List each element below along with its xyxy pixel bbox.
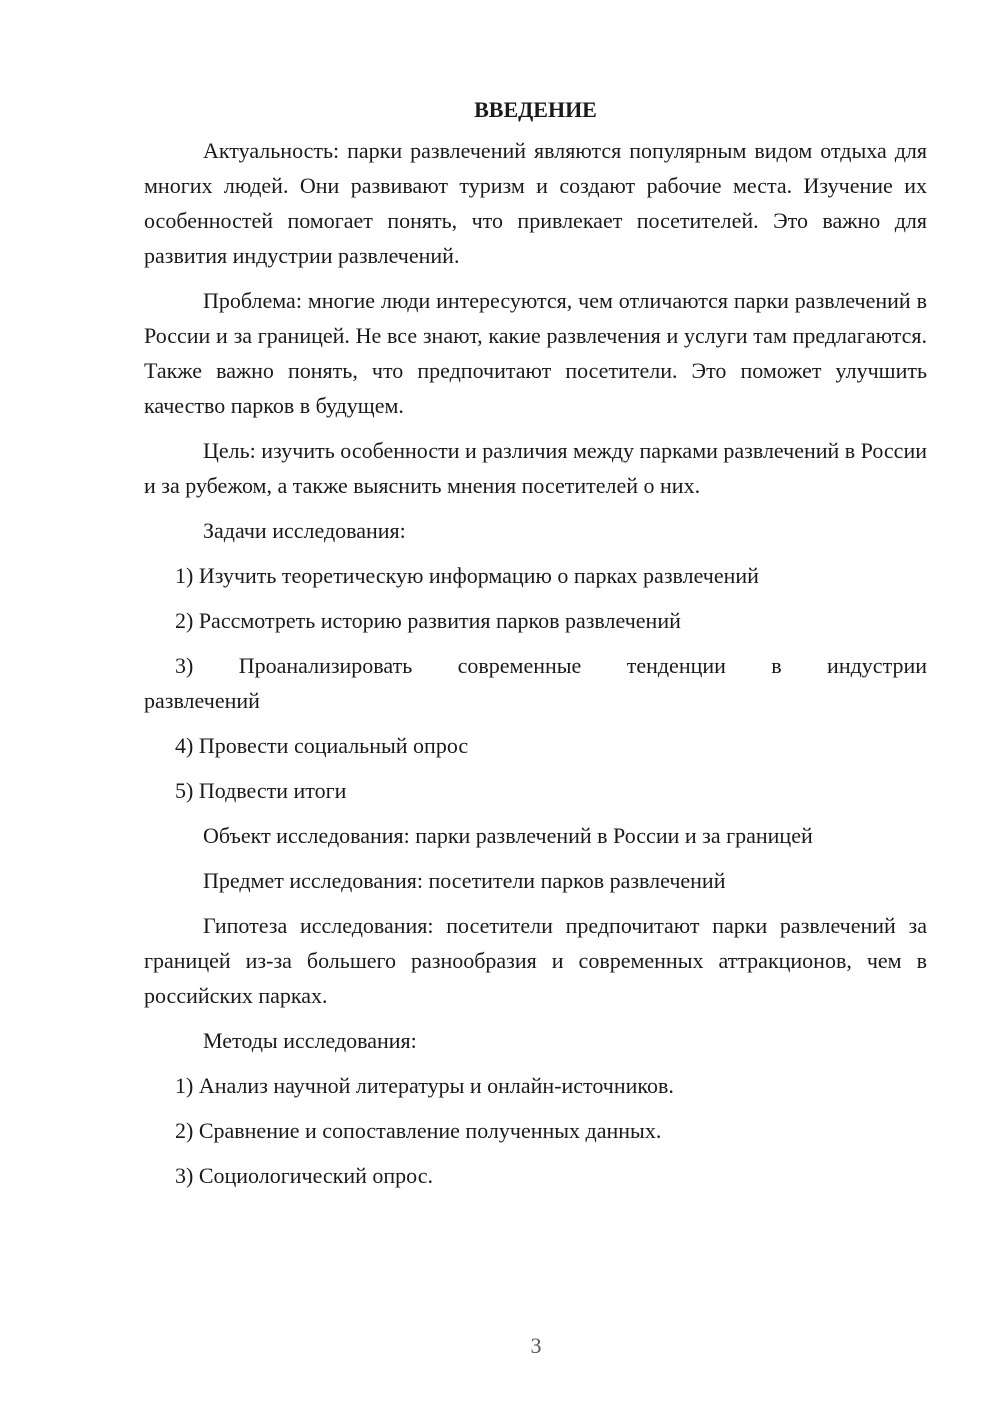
method-item: 1) Анализ научной литературы и онлайн-источников.: [175, 1073, 674, 1098]
task-item-line: развлечений: [144, 688, 260, 713]
page-title: ВВЕДЕНИЕ: [474, 97, 597, 122]
object-paragraph: Объект исследования: парки развлечений в России и за границей: [203, 823, 813, 848]
relevance-paragraph: Актуальность: парки развлечений являются популярным видом отдыха для многих людей. Они развивают туризм и создают рабочие места. Изучение их особенностей помогает понять, что привлекает посетителей. Это важно для развития индустрии развлечений.: [144, 138, 927, 268]
problem-paragraph: Проблема: многие люди интересуются, чем отличаются парки развлечений в России и за границей. Не все знают, какие развлечения и услуги там предлагаются. Также важно понять, что предпочитают посетители. Это поможет улучшить качество парков в будущем.: [144, 288, 927, 418]
document-body: [144, 92, 927, 1203]
task-item-line: 3) Проанализировать современные тенденции в индустрии: [175, 653, 927, 678]
method-item: 2) Сравнение и сопоставление полученных данных.: [175, 1118, 662, 1143]
goal-paragraph: Цель: изучить особенности и различия между парками развлечений в России и за рубежом, а также выяснить мнения посетителей о них.: [144, 438, 927, 498]
methods-heading: Методы исследования:: [203, 1028, 417, 1053]
task-item: 1) Изучить теоретическую информацию о парках развлечений: [175, 563, 759, 588]
tasks-heading: Задачи исследования:: [203, 518, 406, 543]
page-number: 3: [530, 1333, 542, 1358]
task-item: [144, 648, 927, 718]
task-item: 2) Рассмотреть историю развития парков развлечений: [175, 608, 681, 633]
subject-paragraph: Предмет исследования: посетители парков развлечений: [203, 868, 726, 893]
task-item: 5) Подвести итоги: [175, 778, 347, 803]
method-item: 3) Социологический опрос.: [175, 1163, 433, 1188]
hypothesis-paragraph: Гипотеза исследования: посетители предпочитают парки развлечений за границей из-за большего разнообразия и современных аттракционов, чем в российских парках.: [144, 913, 927, 1008]
task-item: 4) Провести социальный опрос: [175, 733, 469, 758]
